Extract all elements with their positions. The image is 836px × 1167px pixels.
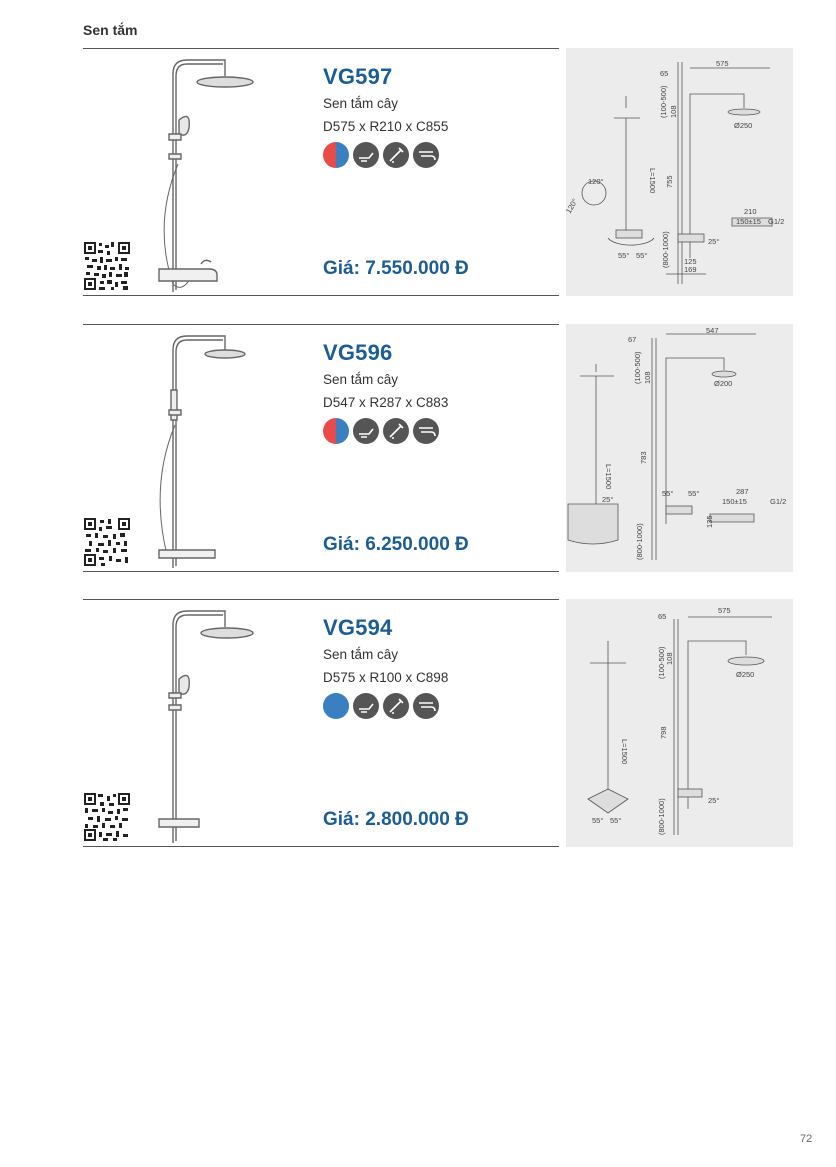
product-dimensions: D575 x R100 x C898 bbox=[323, 670, 449, 685]
dim-head-diameter: Ø200 bbox=[714, 379, 733, 388]
dim-mixer-width: 210 bbox=[744, 207, 757, 216]
shower-hose-icon bbox=[413, 142, 439, 168]
dim-offset: 65 bbox=[660, 69, 669, 78]
product-description: Sen tắm cây bbox=[323, 372, 399, 387]
dim-mixer-spacing: 150±15 bbox=[736, 217, 761, 226]
dim-height-adjust: (100-500) bbox=[633, 351, 642, 384]
dim-width: 547 bbox=[706, 326, 719, 335]
dim-arm: 108 bbox=[665, 652, 674, 665]
dim-projection: 125 bbox=[684, 257, 697, 266]
divider bbox=[83, 599, 559, 600]
section-title: Sen tắm bbox=[83, 22, 138, 38]
product-photo bbox=[145, 605, 275, 845]
dim-mixer-width: 287 bbox=[736, 487, 749, 496]
hot-cold-icon bbox=[323, 418, 349, 444]
divider bbox=[83, 295, 559, 296]
product-model: VG596 bbox=[323, 340, 393, 365]
product-card-vg596 bbox=[83, 324, 793, 574]
divider bbox=[83, 846, 559, 847]
dim-angle-b: 55° bbox=[662, 489, 674, 498]
dim-arm: 108 bbox=[643, 371, 652, 384]
dim-angle-a: 25° bbox=[602, 495, 614, 504]
dim-angle-c: 55° bbox=[688, 489, 700, 498]
page-number: 72 bbox=[800, 1133, 813, 1145]
product-card-vg597 bbox=[83, 48, 793, 298]
dim-hose: L=1500 bbox=[604, 464, 613, 490]
product-description: Sen tắm cây bbox=[323, 647, 399, 662]
dim-mount: (800-1000) bbox=[635, 523, 644, 560]
hand-shower-icon bbox=[383, 142, 409, 168]
product-price: Giá: 6.250.000 Đ bbox=[323, 534, 469, 555]
dim-mount: (800-1000) bbox=[661, 231, 670, 268]
dim-arm: 108 bbox=[669, 105, 678, 118]
product-price: Giá: 7.550.000 Đ bbox=[323, 258, 469, 279]
dim-height-adjust: (100-500) bbox=[657, 646, 666, 679]
technical-drawing bbox=[563, 48, 793, 296]
dim-bar: 798 bbox=[659, 726, 668, 739]
dim-hose: L=1500 bbox=[620, 739, 629, 765]
product-dimensions: D547 x R287 x C883 bbox=[323, 395, 449, 410]
dim-offset: 67 bbox=[628, 335, 637, 344]
feature-icons bbox=[323, 418, 439, 444]
divider bbox=[83, 324, 559, 325]
spout-icon bbox=[353, 693, 379, 719]
product-dimensions: D575 x R210 x C855 bbox=[323, 119, 449, 134]
dim-angle-e: 55° bbox=[636, 251, 648, 260]
dim-mixer-spacing: 150±15 bbox=[722, 497, 747, 506]
technical-drawing bbox=[566, 599, 793, 847]
technical-drawing bbox=[566, 324, 793, 572]
product-price: Giá: 2.800.000 Đ bbox=[323, 809, 469, 830]
dim-angle-a: 120° bbox=[588, 177, 604, 186]
product-model: VG597 bbox=[323, 64, 393, 89]
dim-bar: 755 bbox=[665, 175, 674, 188]
feature-icons bbox=[323, 693, 439, 719]
dim-offset: 65 bbox=[658, 612, 667, 621]
dim-head-diameter: Ø250 bbox=[734, 121, 753, 130]
divider bbox=[83, 48, 559, 49]
feature-icons bbox=[323, 142, 439, 168]
dim-thread: G1/2 bbox=[768, 217, 785, 226]
dim-angle-b: 120° bbox=[563, 197, 580, 215]
product-photo bbox=[145, 54, 275, 294]
dim-width: 575 bbox=[716, 59, 729, 68]
dim-angle-a: 25° bbox=[708, 796, 720, 805]
dim-projection: 135 bbox=[705, 515, 714, 528]
dim-base: 169 bbox=[684, 265, 697, 274]
product-photo bbox=[145, 330, 275, 570]
dim-height-adjust: (100-500) bbox=[659, 85, 668, 118]
spout-icon bbox=[353, 418, 379, 444]
hot-cold-icon bbox=[323, 142, 349, 168]
hand-shower-icon bbox=[383, 693, 409, 719]
dim-thread: G1/2 bbox=[770, 497, 787, 506]
dim-angle-c: 25° bbox=[708, 237, 720, 246]
dim-width: 575 bbox=[718, 606, 731, 615]
cold-icon bbox=[323, 693, 349, 719]
dim-angle-c: 55° bbox=[610, 816, 622, 825]
hand-shower-icon bbox=[383, 418, 409, 444]
dim-bar: 783 bbox=[639, 451, 648, 464]
product-model: VG594 bbox=[323, 615, 393, 640]
spout-icon bbox=[353, 142, 379, 168]
product-card-vg594 bbox=[83, 599, 793, 849]
product-description: Sen tắm cây bbox=[323, 96, 399, 111]
qr-code bbox=[83, 241, 131, 291]
qr-code bbox=[83, 517, 131, 567]
qr-code bbox=[83, 792, 131, 842]
divider bbox=[83, 571, 559, 572]
dim-angle-b: 55° bbox=[592, 816, 604, 825]
dim-angle-d: 55° bbox=[618, 251, 630, 260]
dim-mount: (800-1000) bbox=[657, 798, 666, 835]
shower-hose-icon bbox=[413, 693, 439, 719]
shower-hose-icon bbox=[413, 418, 439, 444]
dim-head-diameter: Ø250 bbox=[736, 670, 755, 679]
dim-hose: L=1500 bbox=[648, 168, 657, 194]
